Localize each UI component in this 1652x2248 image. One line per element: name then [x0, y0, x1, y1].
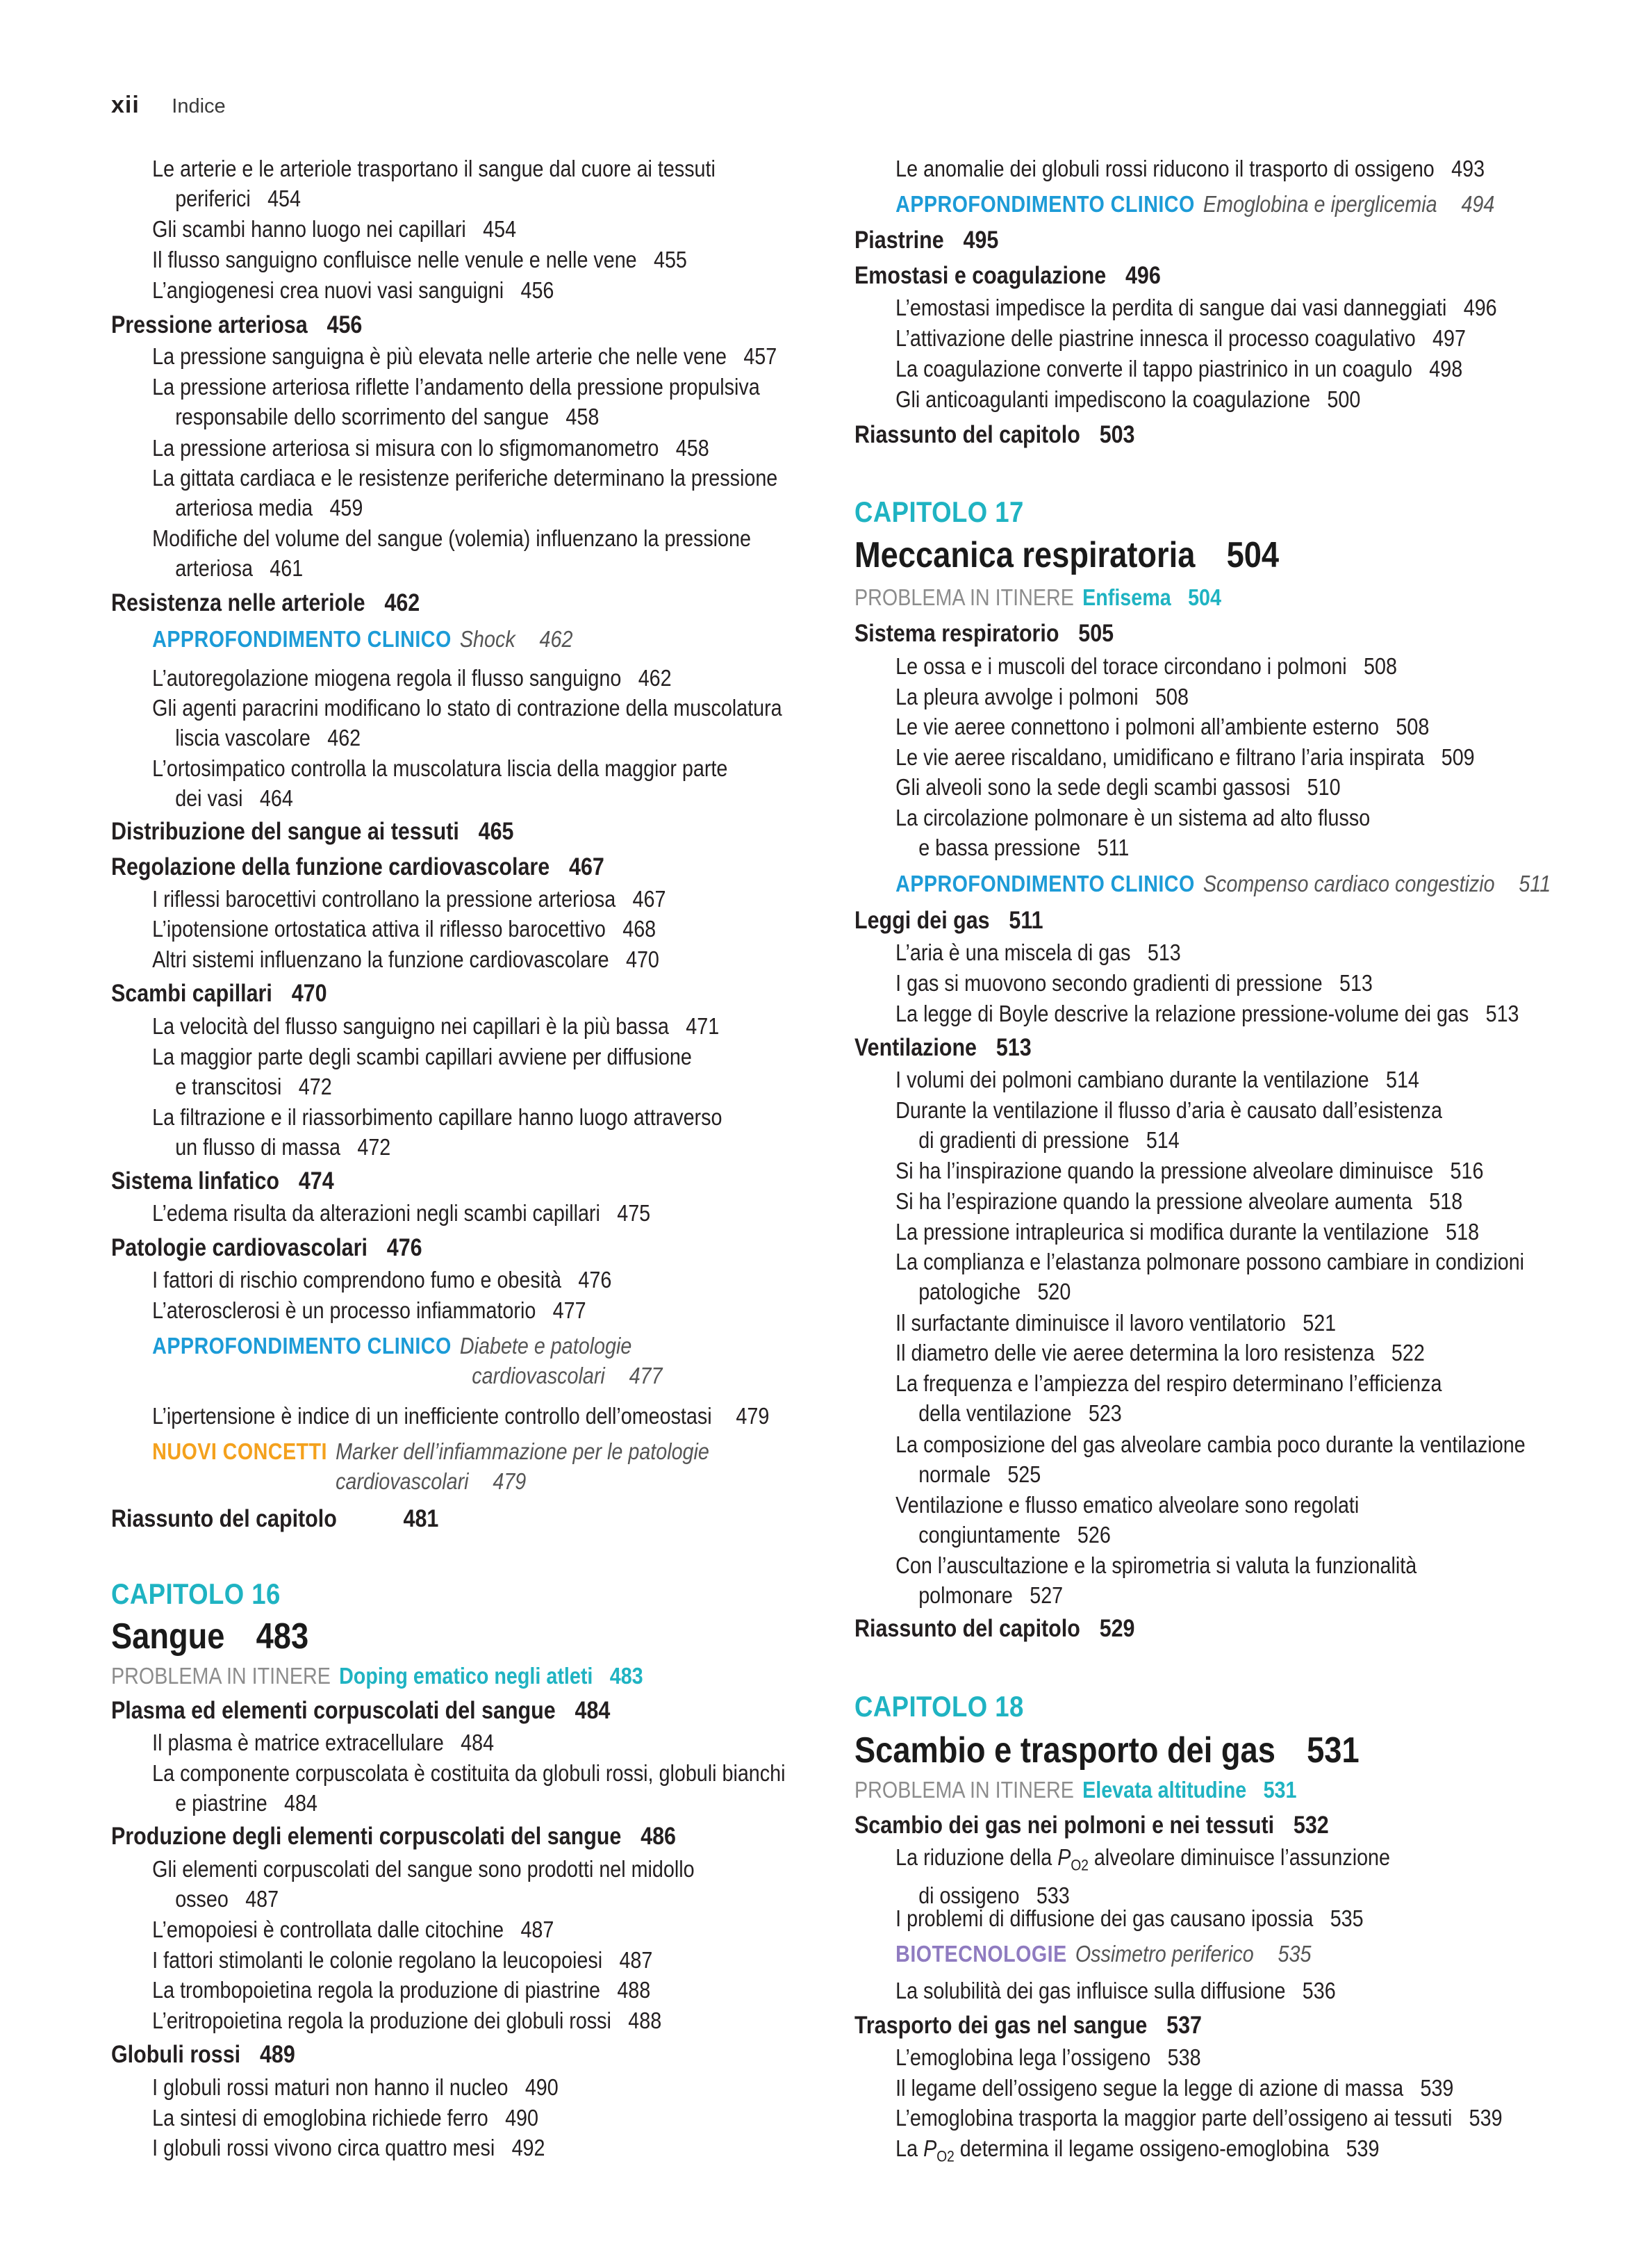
- toc-entry[interactable]: L’emoglobina lega l’ossigeno 538: [895, 2044, 1201, 2070]
- toc-entry[interactable]: Le anomalie dei globuli rossi riducono il trasporto di ossigeno 493: [895, 156, 1485, 181]
- toc-entry[interactable]: L’emostasi impedisce la perdita di sangue dai vasi danneggiati 496: [895, 295, 1497, 320]
- toc-entry[interactable]: La coagulazione converte il tappo piastrinico in un coagulo 498: [895, 356, 1463, 381]
- toc-entry[interactable]: I volumi dei polmoni cambiano durante la ventilazione 514: [895, 1067, 1419, 1092]
- toc-entry[interactable]: Gli alveoli sono la sede degli scambi gassosi 510: [895, 774, 1341, 800]
- toc-entry[interactable]: La composizione del gas alveolare cambia poco durante la ventilazione normale 525: [895, 1431, 1526, 1487]
- toc-section-heading[interactable]: Globuli rossi 489: [111, 2041, 295, 2068]
- toc-section-heading[interactable]: Sistema respiratorio 505: [854, 620, 1114, 647]
- toc-entry[interactable]: L’emoglobina trasporta la maggior parte dell’ossigeno ai tessuti 539: [895, 2105, 1503, 2131]
- toc-section-heading[interactable]: Produzione degli elementi corpuscolati del sangue 486: [111, 1823, 676, 1850]
- toc-entry[interactable]: I globuli rossi maturi non hanno il nucleo 490: [152, 2074, 559, 2100]
- box-reference[interactable]: NUOVI CONCETTI Marker dell’infiammazione per le patologie cardiovascolari 479: [152, 1438, 709, 1494]
- toc-entry[interactable]: L’ipertensione è indice di un inefficiente controllo dell’omeostasi 479: [152, 1403, 770, 1429]
- chapter-title[interactable]: Meccanica respiratoria 504: [854, 535, 1280, 575]
- toc-section-heading[interactable]: Leggi dei gas 511: [854, 907, 1043, 934]
- toc-entry[interactable]: La pressione arteriosa si misura con lo sfigmomanometro 458: [152, 435, 709, 461]
- toc-entry[interactable]: Il plasma è matrice extracellulare 484: [152, 1730, 495, 1755]
- new-concepts-tag: NUOVI CONCETTI: [152, 1438, 327, 1464]
- toc-entry[interactable]: La solubilità dei gas influisce sulla diffusione 536: [895, 1978, 1336, 2003]
- toc-entry[interactable]: La componente corpuscolata è costituita da globuli rossi, globuli bianchi e piastrine 484: [152, 1760, 786, 1816]
- toc-section-heading[interactable]: Regolazione della funzione cardiovascolare 467: [111, 853, 604, 880]
- toc-entry[interactable]: La sintesi di emoglobina richiede ferro 490: [152, 2105, 538, 2131]
- chapter-label: CAPITOLO 16: [111, 1577, 281, 1610]
- toc-entry[interactable]: Con l’auscultazione e la spirometria si valuta la funzionalità polmonare 527: [895, 1552, 1417, 1608]
- toc-section-heading[interactable]: Plasma ed elementi corpuscolati del sangue 484: [111, 1697, 611, 1724]
- box-reference[interactable]: APPROFONDIMENTO CLINICO Diabete e patologie cardiovascolari 477: [152, 1333, 663, 1388]
- toc-entry[interactable]: L’aria è una miscela di gas 513: [895, 940, 1181, 965]
- toc-entry[interactable]: I fattori di rischio comprendono fumo e obesità 476: [152, 1267, 612, 1293]
- chapter-label: CAPITOLO 17: [854, 495, 1024, 528]
- toc-entry[interactable]: Gli agenti paracrini modificano lo stato di contrazione della muscolatura liscia vascolare 462: [152, 695, 782, 750]
- toc-entry[interactable]: L’aterosclerosi è un processo infiammatorio 477: [152, 1297, 586, 1323]
- toc-entry[interactable]: Gli anticoagulanti impediscono la coagulazione 500: [895, 386, 1361, 412]
- toc-entry[interactable]: I gas si muovono secondo gradienti di pressione 513: [895, 970, 1373, 996]
- toc-entry[interactable]: La velocità del flusso sanguigno nei capillari è la più bassa 471: [152, 1013, 720, 1039]
- toc-entry[interactable]: Si ha l’inspirazione quando la pressione alveolare diminuisce 516: [895, 1158, 1484, 1183]
- toc-entry[interactable]: L’emopoiesi è controllata dalle citochine 487: [152, 1917, 554, 1942]
- toc-entry[interactable]: La filtrazione e il riassorbimento capillare hanno luogo attraverso un flusso di massa 472: [152, 1104, 722, 1160]
- toc-section-heading[interactable]: Emostasi e coagulazione 496: [854, 262, 1161, 289]
- running-problem[interactable]: PROBLEMA IN ITINERE Elevata altitudine 531: [854, 1777, 1297, 1803]
- toc-entry[interactable]: Il surfactante diminuisce il lavoro ventilatorio 521: [895, 1310, 1337, 1336]
- toc-section-heading[interactable]: Resistenza nelle arteriole 462: [111, 589, 420, 616]
- toc-entry[interactable]: Gli scambi hanno luogo nei capillari 454: [152, 216, 517, 242]
- toc-entry[interactable]: Le arterie e le arteriole trasportano il sangue dal cuore ai tessuti periferici 454: [152, 156, 716, 211]
- toc-entry[interactable]: La pleura avvolge i polmoni 508: [895, 684, 1189, 709]
- toc-entry[interactable]: I fattori stimolanti le colonie regolano la leucopoiesi 487: [152, 1947, 653, 1973]
- box-reference[interactable]: APPROFONDIMENTO CLINICO Shock 462: [152, 626, 573, 652]
- toc-entry[interactable]: L’ipotensione ortostatica attiva il riflesso barocettivo 468: [152, 916, 656, 942]
- toc-entry[interactable]: I globuli rossi vivono circa quattro mesi 492: [152, 2135, 545, 2160]
- toc-entry[interactable]: Le vie aeree connettono i polmoni all’ambiente esterno 508: [895, 714, 1430, 739]
- toc-entry[interactable]: L’angiogenesi crea nuovi vasi sanguigni 456: [152, 277, 554, 303]
- toc-entry[interactable]: La pressione arteriosa riflette l’andamento della pressione propulsiva responsabile dello scorrimento del sangue 458: [152, 374, 760, 429]
- running-title: Indice: [172, 95, 226, 117]
- toc-entry[interactable]: Le ossa e i muscoli del torace circondano i polmoni 508: [895, 653, 1397, 679]
- toc-entry[interactable]: L’edema risulta da alterazioni negli scambi capillari 475: [152, 1200, 651, 1226]
- toc-section-heading[interactable]: Riassunto del capitolo 481: [111, 1505, 439, 1532]
- running-problem[interactable]: PROBLEMA IN ITINERE Enfisema 504: [854, 584, 1221, 610]
- toc-entry[interactable]: La maggior parte degli scambi capillari avviene per diffusione e transcitosi 472: [152, 1044, 692, 1099]
- toc-entry[interactable]: La $P_{O2}$ determina il legame ossigeno-emoglobina 539: [895, 2135, 1380, 2165]
- toc-section-heading[interactable]: Scambio dei gas nei polmoni e nei tessuti 532: [854, 1812, 1329, 1839]
- toc-entry[interactable]: Si ha l’espirazione quando la pressione alveolare aumenta 518: [895, 1188, 1463, 1214]
- toc-entry[interactable]: La legge di Boyle descrive la relazione pressione-volume dei gas 513: [895, 1001, 1519, 1026]
- clinical-box-tag: APPROFONDIMENTO CLINICO: [895, 191, 1195, 217]
- page-number: xii: [111, 92, 140, 118]
- toc-section-heading[interactable]: Riassunto del capitolo 503: [854, 421, 1135, 448]
- toc-entry[interactable]: La circolazione polmonare è un sistema ad alto flusso e bassa pressione 511: [895, 805, 1371, 860]
- chapter-title[interactable]: Sangue 483: [111, 1616, 309, 1657]
- toc-entry[interactable]: L’attivazione delle piastrine innesca il processo coagulativo 497: [895, 325, 1466, 351]
- toc-entry[interactable]: La trombopoietina regola la produzione di piastrine 488: [152, 1977, 651, 2003]
- toc-section-heading[interactable]: Piastrine 495: [854, 227, 999, 254]
- toc-entry[interactable]: Le vie aeree riscaldano, umidificano e filtrano l’aria inspirata 509: [895, 744, 1475, 770]
- toc-entry[interactable]: La complianza e l’elastanza polmonare possono cambiare in condizioni patologiche 520: [895, 1249, 1525, 1304]
- toc-entry[interactable]: La pressione intrapleurica si modifica durante la ventilazione 518: [895, 1219, 1480, 1245]
- toc-section-heading[interactable]: Ventilazione 513: [854, 1034, 1032, 1061]
- toc-section-heading[interactable]: Trasporto dei gas nel sangue 537: [854, 2012, 1202, 2039]
- toc-entry[interactable]: I riflessi barocettivi controllano la pressione arteriosa 467: [152, 886, 666, 912]
- toc-entry[interactable]: La frequenza e l’ampiezza del respiro determinano l’efficienza della ventilazione 523: [895, 1370, 1442, 1426]
- running-header: [111, 92, 226, 126]
- chapter-label: CAPITOLO 18: [854, 1690, 1024, 1723]
- toc-entry[interactable]: Gli elementi corpuscolati del sangue sono prodotti nel midollo osseo 487: [152, 1856, 695, 1912]
- clinical-box-tag: APPROFONDIMENTO CLINICO: [895, 871, 1195, 896]
- toc-section-heading[interactable]: Sistema linfatico 474: [111, 1167, 334, 1195]
- toc-entry[interactable]: Il flusso sanguigno confluisce nelle venule e nelle vene 455: [152, 247, 687, 272]
- toc-section-heading[interactable]: Patologie cardiovascolari 476: [111, 1234, 422, 1261]
- toc-entry[interactable]: Durante la ventilazione il flusso d’aria è causato dall’esistenza di gradienti di pressione 514: [895, 1097, 1442, 1153]
- toc-entry[interactable]: Altri sistemi influenzano la funzione cardiovascolare 470: [152, 946, 659, 972]
- toc-entry[interactable]: La gittata cardiaca e le resistenze periferiche determinano la pressione arteriosa media 459: [152, 465, 778, 520]
- toc-entry[interactable]: L’autoregolazione miogena regola il flusso sanguigno 462: [152, 665, 672, 691]
- toc-section-heading[interactable]: Riassunto del capitolo 529: [854, 1615, 1135, 1642]
- toc-section-heading[interactable]: Scambi capillari 470: [111, 980, 327, 1007]
- toc-section-heading[interactable]: Pressione arteriosa 456: [111, 311, 363, 338]
- toc-entry[interactable]: La pressione sanguigna è più elevata nelle arterie che nelle vene 457: [152, 343, 777, 369]
- running-problem[interactable]: PROBLEMA IN ITINERE Doping ematico negli atleti 483: [111, 1663, 643, 1689]
- toc-entry[interactable]: Il legame dell’ossigeno segue la legge di azione di massa 539: [895, 2075, 1454, 2101]
- box-reference[interactable]: APPROFONDIMENTO CLINICO Emoglobina e iperglicemia 494: [895, 191, 1495, 217]
- toc-entry[interactable]: Ventilazione e flusso ematico alveolare sono regolati congiuntamente 526: [895, 1492, 1360, 1548]
- toc-entry[interactable]: Modifiche del volume del sangue (volemia) influenzano la pressione arteriosa 461: [152, 525, 751, 581]
- toc-entry[interactable]: L’eritropoietina regola la produzione dei globuli rossi 488: [152, 2008, 662, 2033]
- clinical-box-tag: APPROFONDIMENTO CLINICO: [152, 1333, 452, 1359]
- box-reference[interactable]: APPROFONDIMENTO CLINICO Scompenso cardiaco congestizio 511: [895, 871, 1551, 896]
- box-reference[interactable]: BIOTECNOLOGIE Ossimetro periferico 535: [895, 1941, 1312, 1967]
- toc-entry[interactable]: I problemi di diffusione dei gas causano ipossia 535: [895, 1905, 1364, 1931]
- chapter-title[interactable]: Scambio e trasporto dei gas 531: [854, 1730, 1360, 1771]
- toc-entry[interactable]: La riduzione della $P_{O2}$ alveolare diminuisce l’assunzione di ossigeno 533: [895, 1844, 1390, 1908]
- toc-entry[interactable]: L’ortosimpatico controlla la muscolatura liscia della maggior parte dei vasi 464: [152, 755, 728, 811]
- toc-section-heading[interactable]: Distribuzione del sangue ai tessuti 465: [111, 818, 514, 845]
- biotech-box-tag: BIOTECNOLOGIE: [895, 1941, 1067, 1967]
- toc-entry[interactable]: Il diametro delle vie aeree determina la loro resistenza 522: [895, 1340, 1425, 1365]
- clinical-box-tag: APPROFONDIMENTO CLINICO: [152, 626, 452, 652]
